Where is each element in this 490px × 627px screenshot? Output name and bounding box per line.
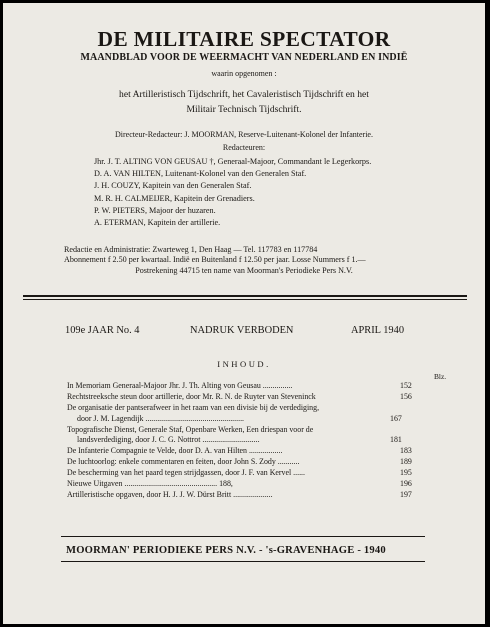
editor-item: D. A. VAN HILTEN, Luitenant-Kolonel van den Generalen Staf. — [94, 169, 307, 179]
admin-address: Redactie en Administratie: Zwarteweg 1, Den Haag — Tel. 117783 en 117784 — [64, 245, 318, 254]
included-line-2: Militair Technisch Tijdschrift. — [186, 104, 302, 115]
admin-postal-account: Postrekening 44715 ten name van Moorman's Periodieke Pers N.V. — [135, 265, 353, 275]
editor-item: Jhr. J. T. ALTING VON GEUSAU †, Generaal-Majoor, Commandant le Legerkorps. — [94, 157, 372, 166]
double-rule-bottom — [23, 299, 467, 300]
editor-list — [94, 157, 371, 230]
table-of-contents — [67, 381, 417, 501]
toc-page-number: 197 — [400, 489, 412, 499]
toc-page-number: 195 — [400, 468, 412, 478]
toc-row — [67, 457, 417, 468]
toc-entry-text: Artilleristische opgaven, door H. J. J. W. Dürst Britt .................... — [67, 489, 273, 499]
toc-row — [67, 403, 417, 414]
footer-rule-bottom — [61, 561, 425, 562]
journal-subtitle: MAANDBLAD VOOR DE WEERMACHT VAN NEDERLAND EN INDIË — [80, 52, 408, 63]
toc-row — [67, 446, 417, 457]
toc-entry-text: In Memoriam Generaal-Majoor Jhr. J. Th. Alting von Geusau ............... — [67, 381, 293, 390]
admin-subscription: Abonnement f 2.50 per kwartaal. Indië en Buitenland f 12.50 per jaar. Losse Nummers f 1.— — [64, 255, 366, 265]
toc-page-number: 156 — [400, 391, 412, 401]
toc-page-number: 189 — [400, 457, 412, 467]
toc-page-number: 183 — [400, 446, 412, 456]
toc-entry-text: Rechtstreeksche steun door artillerie, door Mr. R. N. de Ruyter van Steveninck — [67, 391, 316, 401]
toc-page-number: 181 — [390, 435, 402, 445]
editor-item: A. ETERMAN, Kapitein der artillerie. — [94, 217, 221, 227]
publisher-footer: MOORMAN' PERIODIEKE PERS N.V. - 's-GRAVENHAGE - 1940 — [66, 545, 386, 556]
toc-entry-text: De bescherming van het paard tegen strijdgassen, door J. F. van Kervel ...... — [67, 468, 305, 478]
redacteuren-label: Redacteuren: — [222, 143, 266, 152]
issue-number: 109e JAAR No. 4 — [65, 325, 140, 336]
editor-item: M. R. H. CALMEIJER, Kapitein der Grenadiers. — [94, 193, 255, 203]
toc-entry-text: landsverdediging, door J. C. G. Nottrot ............................. — [77, 435, 260, 445]
footer-rule-top — [61, 536, 425, 537]
contents-heading: INHOUD. — [217, 359, 271, 369]
toc-row — [67, 414, 417, 425]
director-line: Directeur-Redacteur: J. MOORMAN, Reserve-Luitenant-Kolonel der Infanterie. — [115, 130, 373, 139]
administration-block — [64, 245, 424, 276]
toc-entry-text: De luchtoorlog: enkele commentaren en feiten, door John S. Zody ........... — [67, 457, 300, 467]
toc-row — [67, 490, 417, 501]
journal-title: DE MILITAIRE SPECTATOR — [97, 27, 391, 51]
editor-item: P. W. PIETERS, Majoor der huzaren. — [94, 205, 216, 215]
page-column-label: Blz. — [434, 372, 447, 381]
toc-row — [67, 425, 417, 436]
waarin-line: waarin opgenomen : — [211, 69, 277, 78]
toc-entry-text: door J. M. Lagendijk .................................................. — [77, 413, 245, 423]
editor-item: J. H. COUZY, Kapitein van den Generalen Staf. — [94, 181, 252, 191]
toc-row — [67, 468, 417, 479]
toc-row — [67, 435, 417, 446]
toc-entry-text: Topografische Dienst, Generale Staf, Openbare Werken, Een driespan voor de — [67, 424, 314, 434]
toc-row — [67, 479, 417, 490]
included-line-1: het Artilleristisch Tijdschrift, het Cavaleristisch Tijdschrift en het — [119, 89, 369, 100]
issue-date: APRIL 1940 — [351, 325, 405, 336]
toc-row — [67, 392, 417, 403]
toc-row — [67, 381, 417, 392]
reprint-notice: NADRUK VERBODEN — [190, 325, 294, 336]
toc-entry-text: De Infanterie Compagnie te Velde, door D. A. van Hilten ................. — [67, 446, 283, 456]
toc-entry-text: De organisatie der pantserafweer in het raam van een divisie bij de verdediging, — [67, 402, 320, 412]
toc-entry-text: Nieuwe Uitgaven ............................................... 188, — [67, 479, 233, 489]
document-page — [3, 3, 485, 624]
toc-page-number: 196 — [400, 479, 412, 489]
toc-page-number: 167 — [390, 413, 402, 423]
toc-page-number: 152 — [400, 381, 412, 390]
double-rule-top — [23, 295, 467, 297]
